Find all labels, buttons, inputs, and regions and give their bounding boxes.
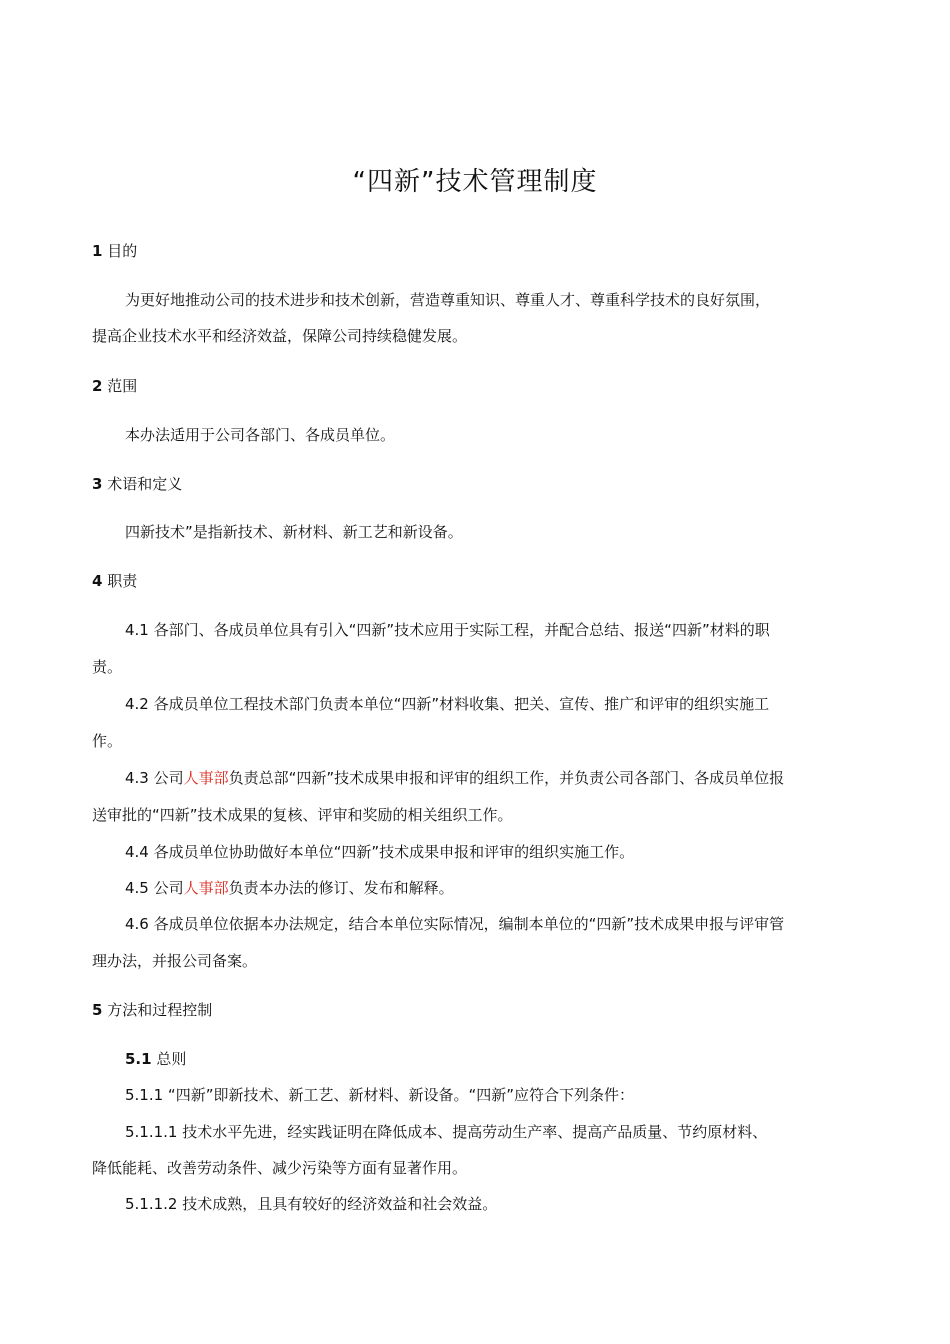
clause-4-4-line: 4.4 各成员单位协助做好本单位“四新”技术成果申报和评审的组织实施工作。	[125, 843, 635, 861]
clause-text: 4.5 公司	[125, 879, 184, 897]
paragraph-line: 为更好地推动公司的技术进步和技术创新，营造尊重知识、尊重人才、尊重科学技术的良好氛围，	[125, 291, 771, 309]
section-label: 目的	[107, 242, 138, 260]
section-label: 职责	[107, 572, 138, 590]
section-number: 4	[92, 572, 103, 590]
section-number: 1	[92, 242, 103, 260]
subsection-number: 5.1	[125, 1050, 152, 1068]
section-heading-2	[92, 375, 137, 397]
paragraph-line: 提高企业技术水平和经济效益，保障公司持续稳健发展。	[92, 327, 468, 345]
clause-4-1-line: 责。	[92, 658, 123, 676]
clause-text: 4.3 公司	[125, 769, 184, 787]
clause-5-1-1-1-line: 降低能耗、改善劳动条件、减少污染等方面有显著作用。	[92, 1159, 468, 1177]
section-label: 范围	[107, 377, 138, 395]
clause-5-1-1-1-line: 5.1.1.1 技术水平先进，经实践证明在降低成本、提高劳动生产率、提高产品质量、节约原材料、	[125, 1123, 768, 1141]
clause-4-3-line: 送审批的“四新”技术成果的复核、评审和奖励的相关组织工作。	[92, 806, 513, 824]
section-number: 5	[92, 1001, 103, 1019]
section-heading-1	[92, 240, 137, 262]
subsection-heading-5-1	[125, 1048, 186, 1070]
clause-4-2-line: 作。	[92, 732, 123, 750]
section-number: 2	[92, 377, 103, 395]
highlighted-department: 人事部	[183, 769, 229, 787]
highlighted-department: 人事部	[183, 879, 229, 897]
paragraph-line: 本办法适用于公司各部门、各成员单位。	[125, 426, 396, 444]
clause-4-6-line: 4.6 各成员单位依据本办法规定，结合本单位实际情况，编制本单位的“四新”技术成果申报与评审管	[125, 915, 785, 933]
clause-5-1-1-line: 5.1.1 “四新”即新技术、新工艺、新材料、新设备。“四新”应符合下列条件：	[125, 1086, 635, 1104]
section-heading-5	[92, 999, 212, 1021]
clause-5-1-1-2-line: 5.1.1.2 技术成熟，且具有较好的经济效益和社会效益。	[125, 1195, 498, 1213]
section-number: 3	[92, 475, 103, 493]
section-label: 术语和定义	[107, 475, 183, 493]
clause-4-2-line: 4.2 各成员单位工程技术部门负责本单位“四新”材料收集、把关、宣传、推广和评审的组织实施工	[125, 695, 770, 713]
section-heading-3	[92, 473, 182, 495]
document-title: “四新”技术管理制度	[352, 167, 598, 197]
clause-text: 负责本办法的修订、发布和解释。	[228, 879, 454, 897]
section-heading-4	[92, 570, 137, 592]
section-label: 方法和过程控制	[107, 1001, 213, 1019]
clause-4-5-line	[125, 877, 454, 899]
paragraph-line: 四新技术”是指新技术、新材料、新工艺和新设备。	[125, 523, 463, 541]
clause-4-6-line: 理办法，并报公司备案。	[92, 952, 258, 970]
clause-4-3-line	[125, 767, 784, 789]
clause-text: 负责总部“四新”技术成果申报和评审的组织工作，并负责公司各部门、各成员单位报	[228, 769, 785, 787]
clause-4-1-line: 4.1 各部门、各成员单位具有引入“四新”技术应用于实际工程，并配合总结、报送“四新”材料的职	[125, 621, 770, 639]
subsection-label: 总则	[156, 1050, 187, 1068]
